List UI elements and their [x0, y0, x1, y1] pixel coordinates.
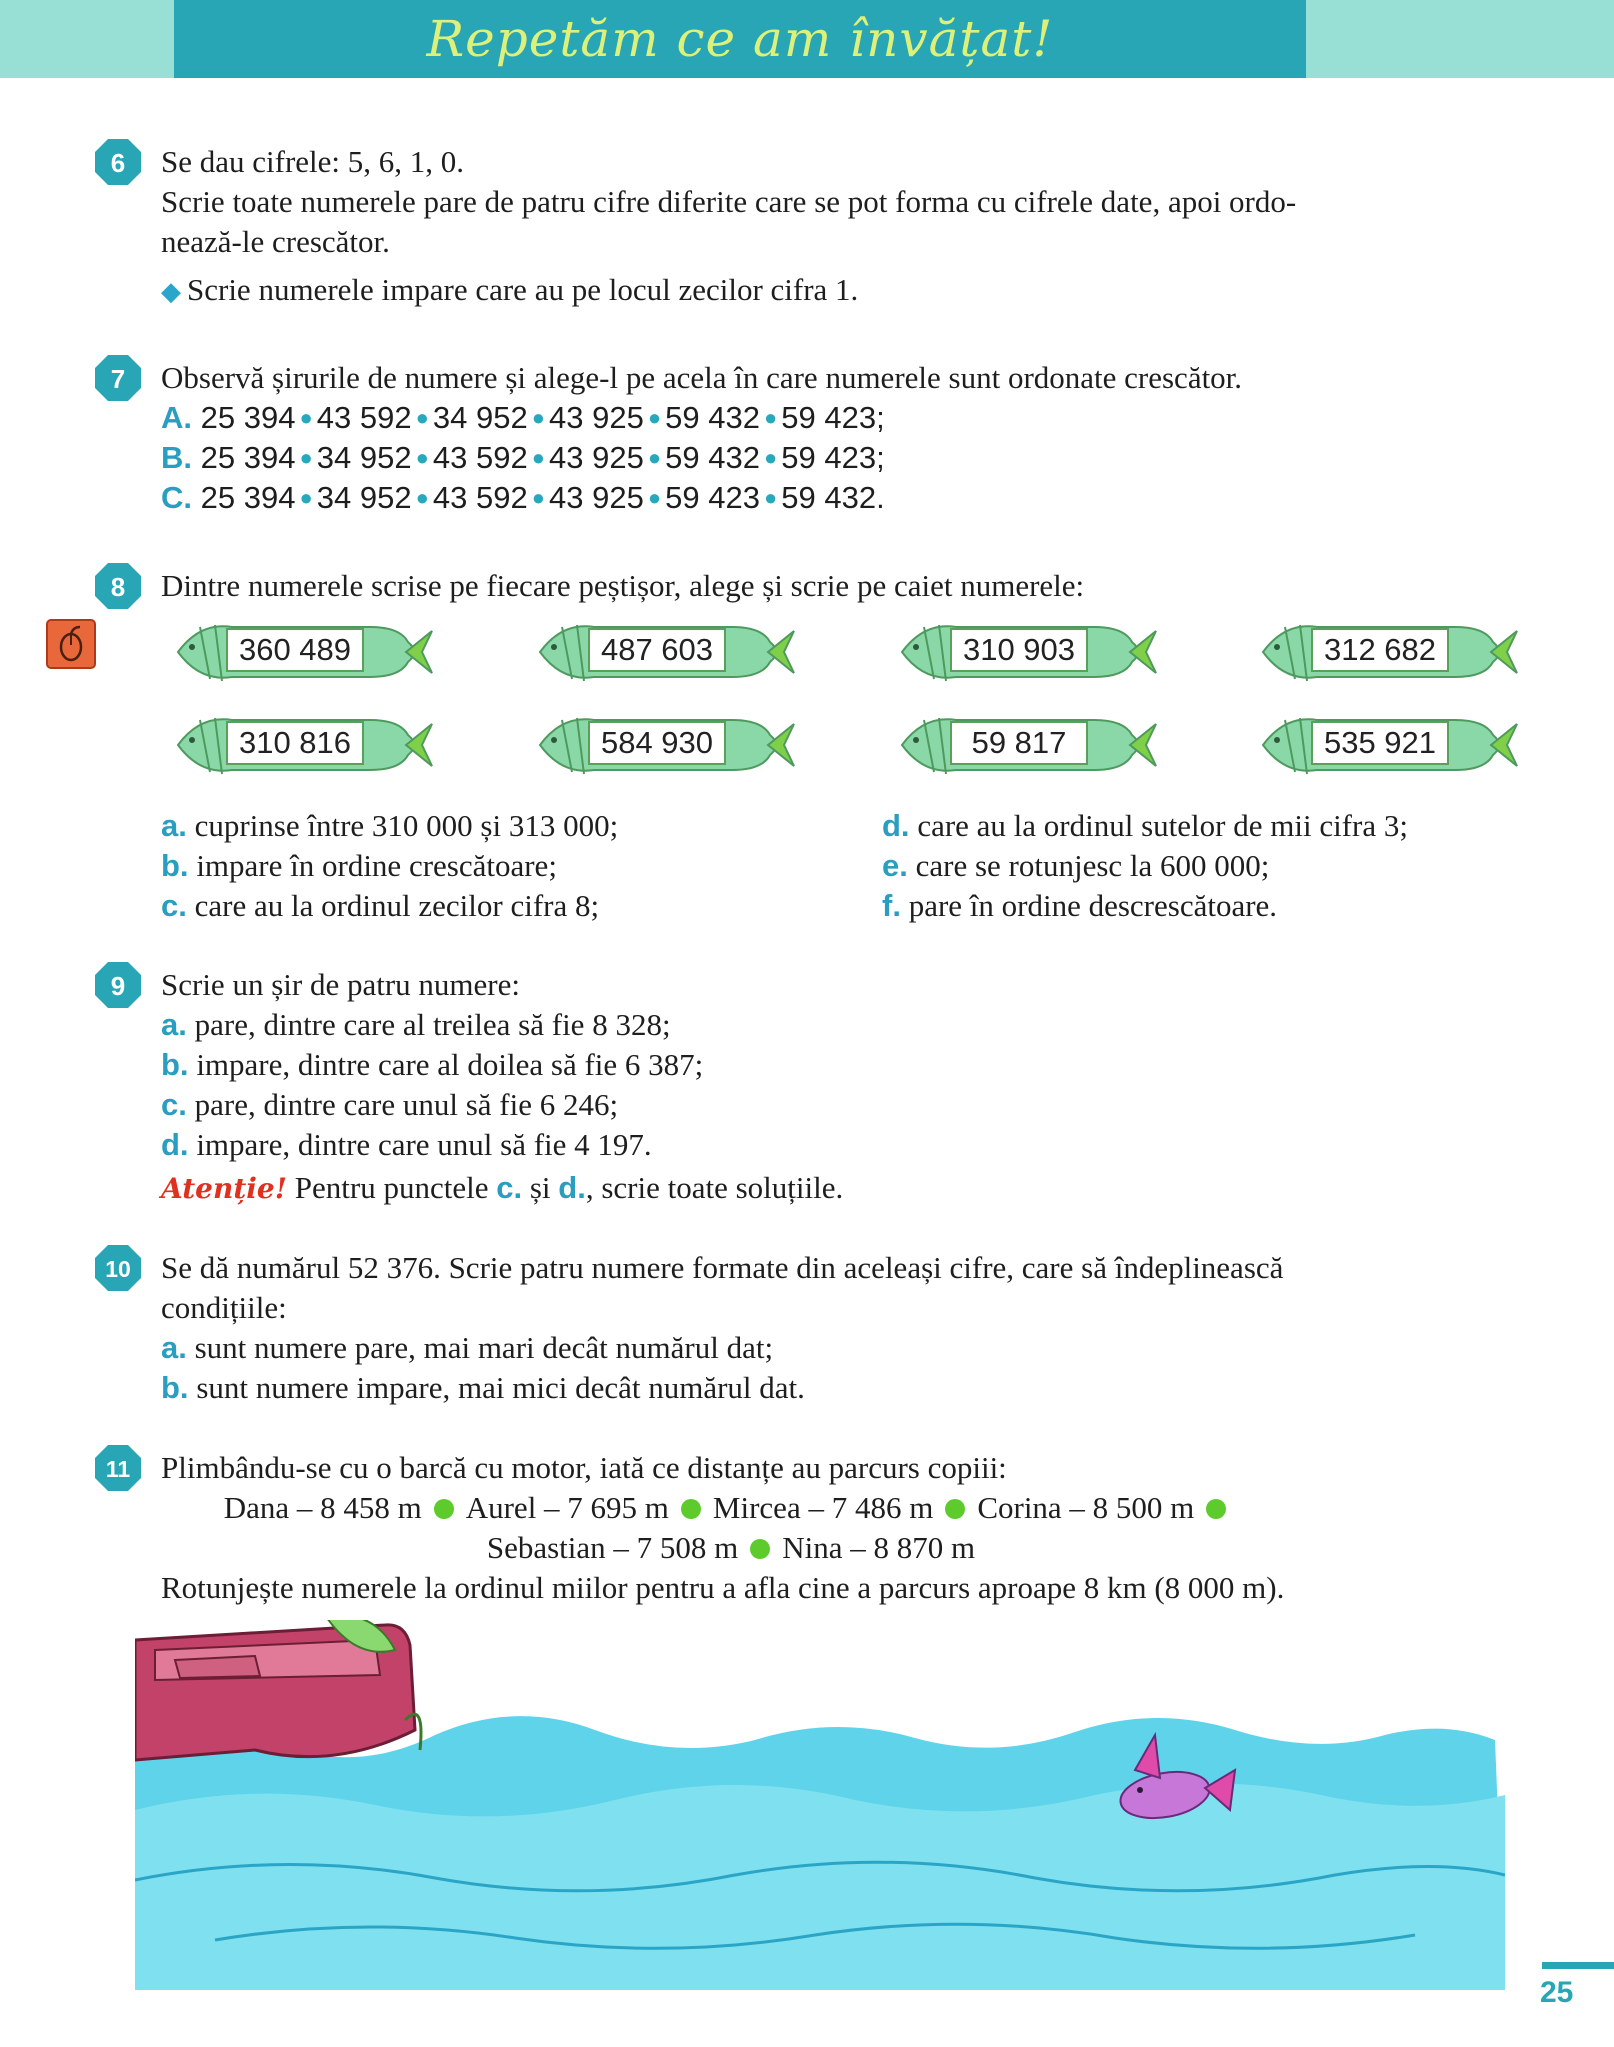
- attention-label: Atenție!: [161, 1172, 288, 1205]
- ex8-item-f: f. pare în ordine descrescătoare.: [882, 888, 1278, 923]
- fish-card: [532, 617, 797, 687]
- ex9-note: Atenție! Pentru punctele c. și d., scrie toate soluțiile.: [161, 1170, 844, 1205]
- ex6-bullet-text: Scrie numerele impare care au pe locul zecilor cifra 1.: [187, 272, 859, 307]
- exercise-10-badge: [93, 1243, 143, 1293]
- svg-text:10: 10: [105, 1256, 131, 1282]
- fish-card: [894, 617, 1159, 687]
- ex6-line1: Se dau cifrele: 5, 6, 1, 0.: [161, 144, 465, 179]
- ex10-item-b: b. sunt numere impare, mai mici decât numărul dat.: [161, 1370, 805, 1405]
- ex8-prompt: Dintre numerele scrise pe fiecare peștișor, alege și scrie pe caiet numerele:: [161, 568, 1085, 603]
- ex8-item-e: e. care se rotunjesc la 600 000;: [882, 848, 1270, 883]
- fish-number: 584 930: [588, 721, 726, 765]
- svg-text:11: 11: [105, 1456, 131, 1482]
- exercise-7-badge: [93, 353, 143, 403]
- header-title-bar: [174, 0, 1306, 78]
- ex8-item-c: c. care au la ordinul zecilor cifra 8;: [161, 888, 600, 923]
- fish-number: 360 489: [226, 628, 364, 672]
- svg-text:7: 7: [110, 364, 126, 394]
- ex6-line3: nează-le crescător.: [161, 224, 390, 259]
- ex9-item-c: c. pare, dintre care unul să fie 6 246;: [161, 1087, 619, 1122]
- ex7-prompt: Observă șirurile de numere și alege-l pe acela în care numerele sunt ordonate crescător.: [161, 360, 1243, 395]
- ex9-item-d: d. impare, dintre care unul să fie 4 197.: [161, 1127, 652, 1162]
- fish-number: 59 817: [950, 721, 1088, 765]
- fish-card: [532, 710, 797, 780]
- ex8-item-d: d. care au la ordinul sutelor de mii cifra 3;: [882, 808, 1408, 843]
- fish-number: 310 903: [950, 628, 1088, 672]
- fish-number: 535 921: [1311, 721, 1449, 765]
- ex7-option-a: A. 25 394 ● 43 592 ● 34 952 ● 43 925 ● 59 432 ● 59 423;: [161, 400, 885, 435]
- ex8-item-b: b. impare în ordine crescătoare;: [161, 848, 557, 883]
- page-number: 25: [1540, 1976, 1574, 2009]
- ex6-line2: Scrie toate numerele pare de patru cifre diferite care se pot forma cu cifrele date, apoi ordo-: [161, 184, 1297, 219]
- ex11-prompt: Plimbându-se cu o barcă cu motor, iată ce distanțe au parcurs copiii:: [161, 1450, 1007, 1485]
- fish-card: [1255, 710, 1520, 780]
- boat-and-waves-illustration: [135, 1620, 1505, 1990]
- ex8-item-a: a. cuprinse între 310 000 și 313 000;: [161, 808, 619, 843]
- ex11-closing: Rotunjește numerele la ordinul miilor pentru a afla cine a parcurs aproape 8 km (8 000 m).: [161, 1570, 1285, 1605]
- exercise-6-badge: [93, 137, 143, 187]
- page-title: Repetăm ce am învățat!: [426, 10, 1054, 68]
- exercise-8-badge: [93, 561, 143, 611]
- diamond-bullet-icon: ◆: [161, 277, 181, 306]
- fish-number: 312 682: [1311, 628, 1449, 672]
- exercise-11-badge: [93, 1443, 143, 1493]
- ex11-distances-row1: Dana – 8 458 m Aurel – 7 695 m Mircea – 7 486 m Corina – 8 500 m: [161, 1488, 1301, 1528]
- ex11-distances-row2: Sebastian – 7 508 m Nina – 8 870 m: [486, 1530, 976, 1565]
- ex10-line2: condițiile:: [161, 1290, 287, 1325]
- ex9-item-b: b. impare, dintre care al doilea să fie 6 387;: [161, 1047, 704, 1082]
- ex6-bullet: [161, 270, 858, 312]
- exercise-9-badge: [93, 960, 143, 1010]
- fish-number: 310 816: [226, 721, 364, 765]
- ex9-prompt: Scrie un șir de patru numere:: [161, 967, 520, 1002]
- digital-resource-icon[interactable]: [46, 619, 96, 669]
- ex7-option-c: C. 25 394 ● 34 952 ● 43 592 ● 43 925 ● 59 423 ● 59 432.: [161, 480, 885, 515]
- page-number-bar: [1542, 1962, 1614, 1969]
- ex7-option-b: B. 25 394 ● 34 952 ● 43 592 ● 43 925 ● 59 432 ● 59 423;: [161, 440, 885, 475]
- ex9-item-a: a. pare, dintre care al treilea să fie 8 328;: [161, 1007, 671, 1042]
- svg-text:6: 6: [110, 148, 126, 178]
- svg-text:8: 8: [110, 572, 126, 602]
- fish-card: [1255, 617, 1520, 687]
- ex10-item-a: a. sunt numere pare, mai mari decât numărul dat;: [161, 1330, 774, 1365]
- fish-card: [894, 710, 1159, 780]
- fish-card: [170, 617, 435, 687]
- fish-card: [170, 710, 435, 780]
- fish-number: 487 603: [588, 628, 726, 672]
- ex10-line1: Se dă numărul 52 376. Scrie patru numere formate din aceleași cifre, care să îndeplinească: [161, 1250, 1284, 1285]
- svg-text:9: 9: [110, 971, 126, 1001]
